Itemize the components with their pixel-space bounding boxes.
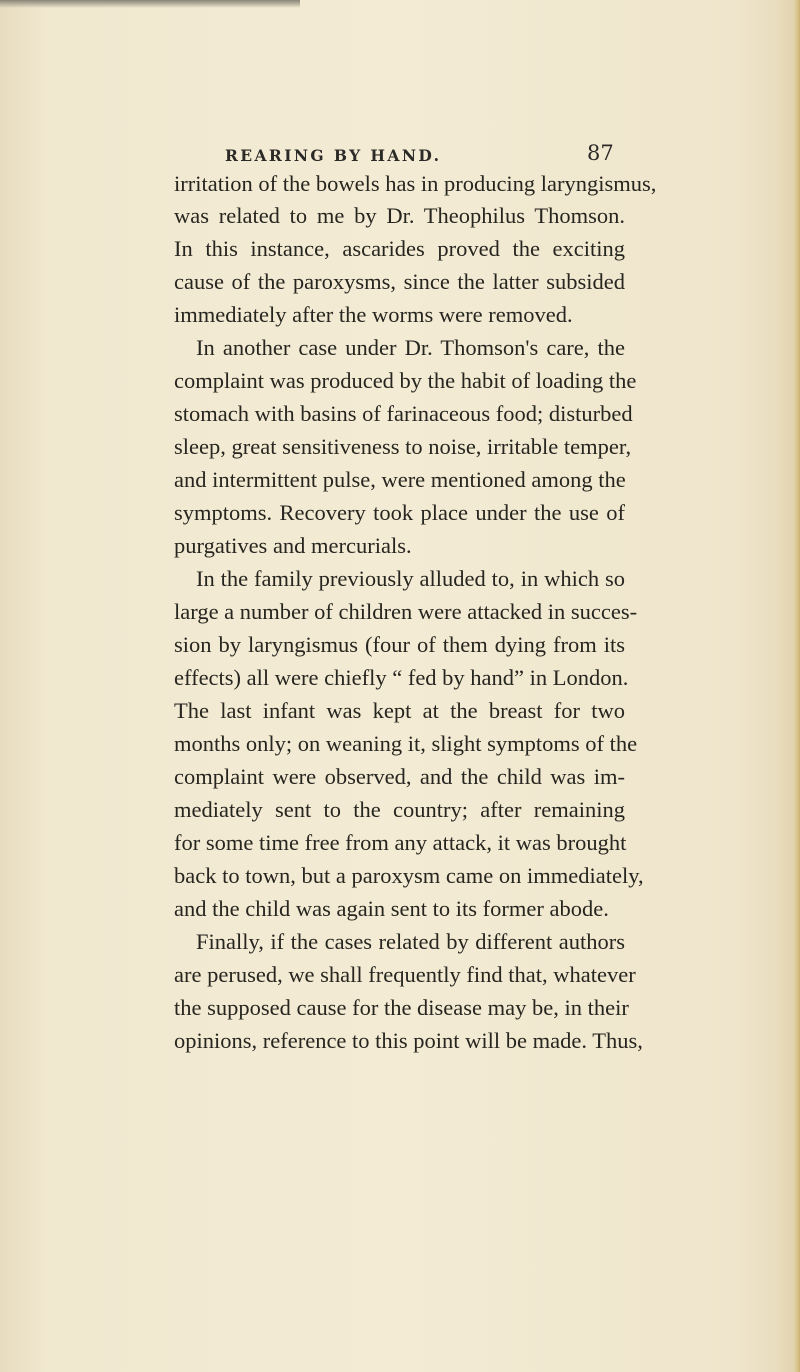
text-line: purgatives and mercurials. [174, 533, 412, 558]
text-line: In the family previously alluded to, in which so [196, 566, 625, 591]
text-line: In this instance, ascarides proved the exciting [174, 236, 625, 261]
text-line: was related to me by Dr. Theophilus Thomson. [174, 203, 625, 228]
text-line: complaint was produced by the habit of loading the [174, 368, 637, 393]
text-line: are perused, we shall frequently find that, whatever [174, 962, 636, 987]
text-line: opinions, reference to this point will be made. Thus, [174, 1028, 643, 1053]
text-line: irritation of the bowels has in producing laryngismus, [174, 171, 657, 196]
text-line: Finally, if the cases related by different authors [196, 929, 625, 954]
text-line: In another case under Dr. Thomson's care, the [196, 335, 625, 360]
text-line: and intermittent pulse, were mentioned among the [174, 467, 626, 492]
text-line: symptoms. Recovery took place under the use of [174, 500, 625, 525]
text-line: months only; on weaning it, slight symptoms of the [174, 731, 638, 756]
text-line: The last infant was kept at the breast for two [174, 698, 625, 723]
text-line: cause of the paroxysms, since the latter subsided [174, 269, 625, 294]
text-line: sleep, great sensitiveness to noise, irritable temper, [174, 434, 632, 459]
text-line: for some time free from any attack, it was brought [174, 830, 627, 855]
text-line: immediately after the worms were removed. [174, 302, 573, 327]
text-line: the supposed cause for the disease may be, in their [174, 995, 629, 1020]
running-head: REARING BY HAND. [225, 146, 442, 165]
text-line: and the child was again sent to its former abode. [174, 896, 609, 921]
text-line: back to town, but a paroxysm came on immediately, [174, 863, 644, 888]
text-line: mediately sent to the country; after remaining [174, 797, 625, 822]
text-line: sion by laryngismus (four of them dying from its [174, 632, 625, 657]
text-line: effects) all were chiefly “ fed by hand” in London. [174, 665, 629, 690]
text-line: complaint were observed, and the child was im- [174, 764, 625, 789]
text-line: large a number of children were attacked in succes- [174, 599, 638, 624]
page-number: 87 [587, 141, 614, 165]
text-line: stomach with basins of farinaceous food; disturbed [174, 401, 633, 426]
